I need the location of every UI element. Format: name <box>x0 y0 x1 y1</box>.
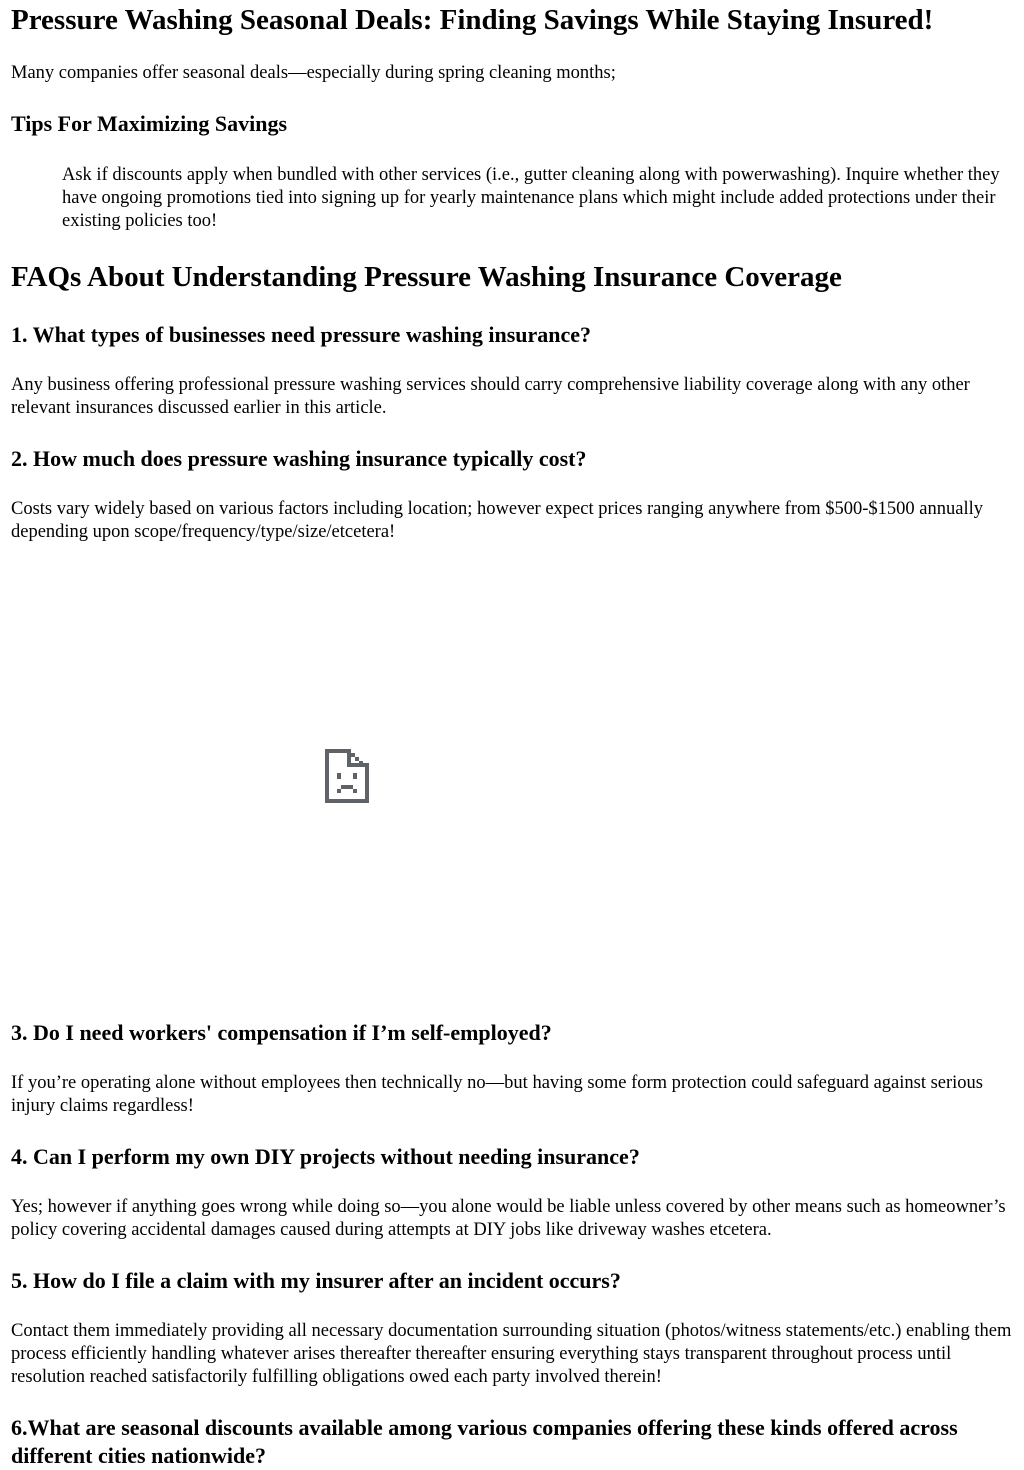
faq-question-2: 2. How much does pressure washing insurance typically cost? <box>11 446 587 471</box>
faq-question-6: 6.What are seasonal discounts available among various companies offering these kinds offered across different cities nationwide? <box>11 1415 958 1468</box>
faq-answer-2: Costs vary widely based on various factors including location; however expect prices ranging anywhere from $500-$1500 annually depending upon scope/frequency/type/size/etcetera! <box>11 499 984 542</box>
tips-paragraph: Ask if discounts apply when bundled with other services (i.e., gutter cleaning along with powerwashing). Inquire whether they have ongoing promotions tied into signing up for yearly maintenance plans which might include added protections under their existing policies too! <box>62 165 1000 231</box>
faq-answer-3: If you’re operating alone without employees then technically no—but having some form protection could safeguard against serious injury claims regardless! <box>11 1073 983 1116</box>
faq-question-4: 4. Can I perform my own DIY projects without needing insurance? <box>11 1144 640 1169</box>
faq-heading: FAQs About Understanding Pressure Washing Insurance Coverage <box>11 261 842 293</box>
faq-answer-5: Contact them immediately providing all necessary documentation surrounding situation (photos/witness statements/etc.) enabling them process efficiently handling whatever arises thereafter thereafter ensuring everything stays transparent throughout process until resolution reached satisfactorily fulfilling obligations owed each party involved therein! <box>11 1321 1012 1387</box>
embedded-media-frame[interactable] <box>11 559 642 999</box>
intro-paragraph: Many companies offer seasonal deals—especially during spring cleaning months; <box>11 63 616 83</box>
broken-document-icon <box>325 749 369 803</box>
faq-answer-1: Any business offering professional pressure washing services should carry comprehensive liability coverage along with any other relevant insurances discussed earlier in this article. <box>11 375 970 418</box>
article-title: Pressure Washing Seasonal Deals: Finding Savings While Staying Insured! <box>11 4 934 36</box>
faq-answer-4: Yes; however if anything goes wrong while doing so—you alone would be liable unless covered by other means such as homeowner’s policy covering accidental damages caused during attempts at DIY jobs like driveway washes etcetera. <box>11 1197 1006 1240</box>
faq-question-1: 1. What types of businesses need pressure washing insurance? <box>11 322 592 347</box>
faq-question-3: 3. Do I need workers' compensation if I’m self-employed? <box>11 1020 552 1045</box>
tips-blockquote <box>62 164 1013 233</box>
tips-heading: Tips For Maximizing Savings <box>11 111 288 136</box>
faq-question-5: 5. How do I file a claim with my insurer after an incident occurs? <box>11 1268 621 1293</box>
